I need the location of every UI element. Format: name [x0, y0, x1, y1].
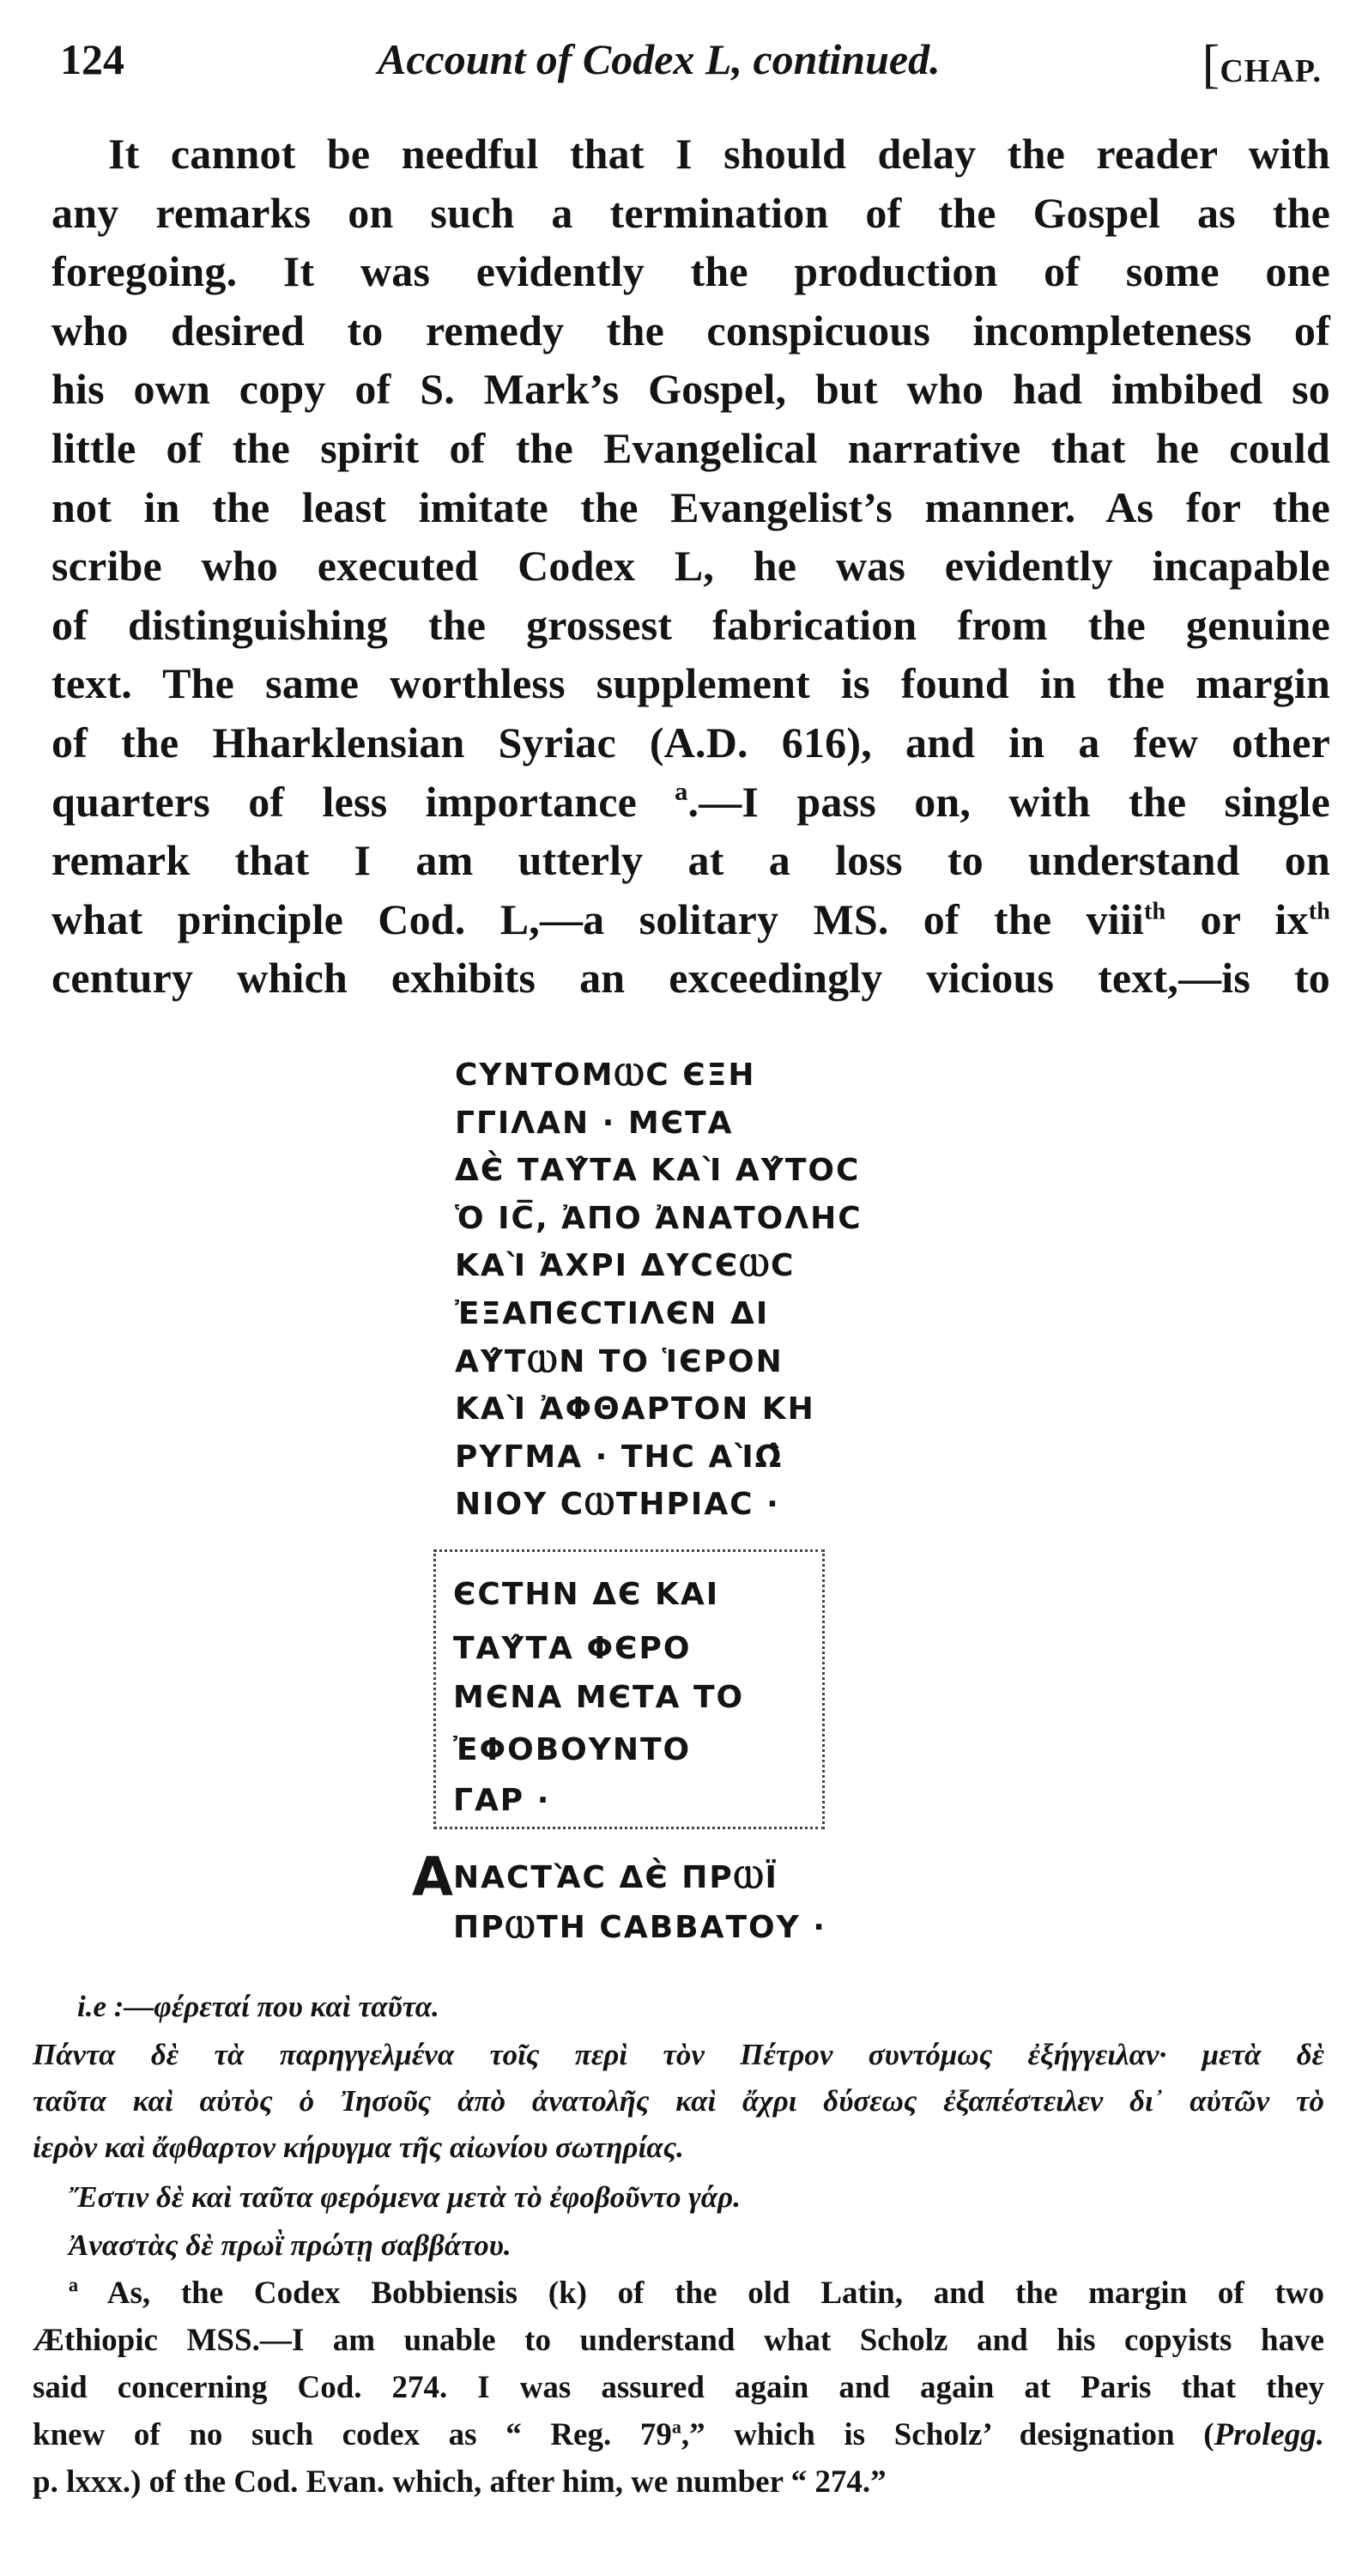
running-title: Account of Codex L, continued. [378, 35, 941, 83]
uncial-tail-line: ΝΑCΤᾺC ΔЄ̀ ΠΡⲰΪ [453, 1860, 778, 1895]
uncial-line: ΑΥ̂ΤⲰΝ ΤΟ ἹЄΡΟΝ [455, 1343, 784, 1379]
uncial-line: Ὁ ΙC̅, ἈΠΟ ἈΝΑΤΟΛΗC [455, 1200, 863, 1236]
chapter-label [1202, 34, 1322, 95]
page-number: 124 [60, 35, 124, 83]
body-line-text: or ix [1165, 894, 1309, 943]
body-line-text: what principle Cod. L,—a solitary MS. of the viii [51, 894, 1144, 943]
uncial-line: ΔЄ̀ ΤΑΥ̂ΤΑ ΚΑῚ ΑΥ̂ΤΟC [455, 1153, 861, 1189]
superscript: th [1308, 898, 1330, 925]
boxed-uncial-line: ΜЄΝΑ ΜЄΤΑ ΤΟ [453, 1680, 745, 1715]
body-line: his own copy of S. Mark’s Gospel, but who had imbibed so [51, 365, 1330, 414]
body-line: It cannot be needful that I should delay the reader with [108, 130, 1330, 178]
boxed-uncial-line: ΓΑΡ · [453, 1783, 551, 1818]
footnote-text: knew of no such codex as “ Reg. 79 [33, 2417, 672, 2452]
footnote-line [33, 2416, 1324, 2453]
boxed-uncial-line: ΤΑΥ̂ΤΑ ΦЄΡΟ [453, 1631, 692, 1666]
boxed-uncial-line: ЄCΤΗΝ ΔЄ ΚΑΙ [453, 1577, 720, 1612]
body-line: century which exhibits an exceedingly vicious text,—is to [51, 954, 1330, 1003]
uncial-transcription [455, 1052, 863, 1529]
body-line: who desired to remedy the conspicuous incompleteness of [51, 306, 1330, 355]
body-line [51, 890, 1330, 949]
greek-line: ἱερὸν καὶ ἄφθαρτον κήρυγμα τῆς αἰωνίου σωτηρίας. [33, 2131, 684, 2164]
footnote-line: p. lxxx.) of the Cod. Evan. which, after him, we number “ 274.” [33, 2464, 887, 2500]
large-initial: A [412, 1846, 453, 1908]
body-line: quarters of less importance ª.—I pass on, with the single [51, 777, 1330, 826]
greek-line: Ἔστιν δὲ καὶ ταῦτα φερόμενα μετὰ τὸ ἐφοβοῦντο γάρ. [69, 2180, 741, 2214]
body-line: little of the spirit of the Evangelical narrative that he could [51, 423, 1330, 472]
body-line: of the Hharklensian Syriac (A.D. 616), and in a few other [51, 718, 1330, 767]
uncial-line: ΡΥΓΜΑ · ΤΗC ΑῚΩ̂ [455, 1439, 784, 1475]
body-line: foregoing. It was evidently the production of some one [51, 247, 1330, 296]
body-line: scribe who executed Codex L, he was evidently incapable [51, 542, 1330, 591]
uncial-line: ΓΓΙΛΑΝ · ΜЄΤΑ [455, 1105, 734, 1141]
uncial-line: CΥΝΤΟΜⲰC ЄΞΗ [455, 1058, 756, 1093]
footnote-text: ,” which is Scholz’ designation ( [681, 2417, 1214, 2452]
body-line: of distinguishing the grossest fabrication from the genuine [51, 600, 1330, 649]
body-line: not in the least imitate the Evangelist’s manner. As for the [51, 482, 1330, 531]
greek-intro: i.e :—φέρεταί που καὶ ταῦτα. [77, 1990, 439, 2023]
greek-line: Πάντα δὲ τὰ παρηγγελμένα τοῖς περὶ τὸν Πέτρον συντόμως ἐξήγγειλαν· μετὰ δὲ [33, 2038, 1324, 2071]
footnote-line: Æthiopic MSS.—I am unable to understand what Scholz and his copyists have [33, 2323, 1324, 2358]
uncial-line: ἘΞΑΠЄCΤΙΛЄΝ ΔΙ [455, 1295, 770, 1331]
superscript: a [671, 2415, 681, 2438]
uncial-tail-line: ΠΡⲰΤΗ CΑΒΒΑΤΟΥ · [453, 1910, 826, 1945]
body-line: any remarks on such a termination of the Gospel as the [51, 188, 1330, 237]
uncial-line: ΚΑῚ ἈΧΡΙ ΔΥCЄⲰC [455, 1248, 796, 1284]
uncial-line: ΚΑῚ ἈΦΘΑΡΤΟΝ ΚΗ [455, 1391, 815, 1427]
superscript: th [1143, 898, 1166, 925]
body-line: remark that I am utterly at a loss to understand on [51, 836, 1330, 885]
footnote-line [69, 2275, 1324, 2312]
footnote-text: As, the Codex Bobbiensis (k) of the old Latin, and the margin of two [78, 2276, 1324, 2311]
chapter-text: CHAP. [1220, 53, 1322, 89]
chapter-bracket: [ [1202, 35, 1220, 94]
greek-line: ταῦτα καὶ αὐτὸς ὁ Ἰησοῦς ἀπὸ ἀνατολῆς καὶ ἄχρι δύσεως ἐξαπέστειλεν δι᾽ αὐτῶν τὸ [33, 2084, 1324, 2118]
dotted-box [433, 1549, 825, 1829]
footnote-italic: Prolegg. [1214, 2417, 1325, 2452]
body-paragraph [51, 124, 1330, 1008]
greek-line: Ἀναστὰς δὲ πρωῒ πρώτῃ σαββάτου. [69, 2228, 512, 2262]
uncial-line: ΝΙΟΥ CⲰΤΗΡΙΑC · [455, 1487, 780, 1523]
body-line: text. The same worthless supplement is found in the margin [51, 659, 1330, 708]
running-head [60, 34, 1322, 94]
boxed-uncial-line: ἘΦΟΒΟΥΝΤΟ [453, 1732, 692, 1767]
footnote-line: said concerning Cod. 274. I was assured again and again at Paris that they [33, 2370, 1324, 2405]
footnote-marker: ª [69, 2276, 79, 2311]
